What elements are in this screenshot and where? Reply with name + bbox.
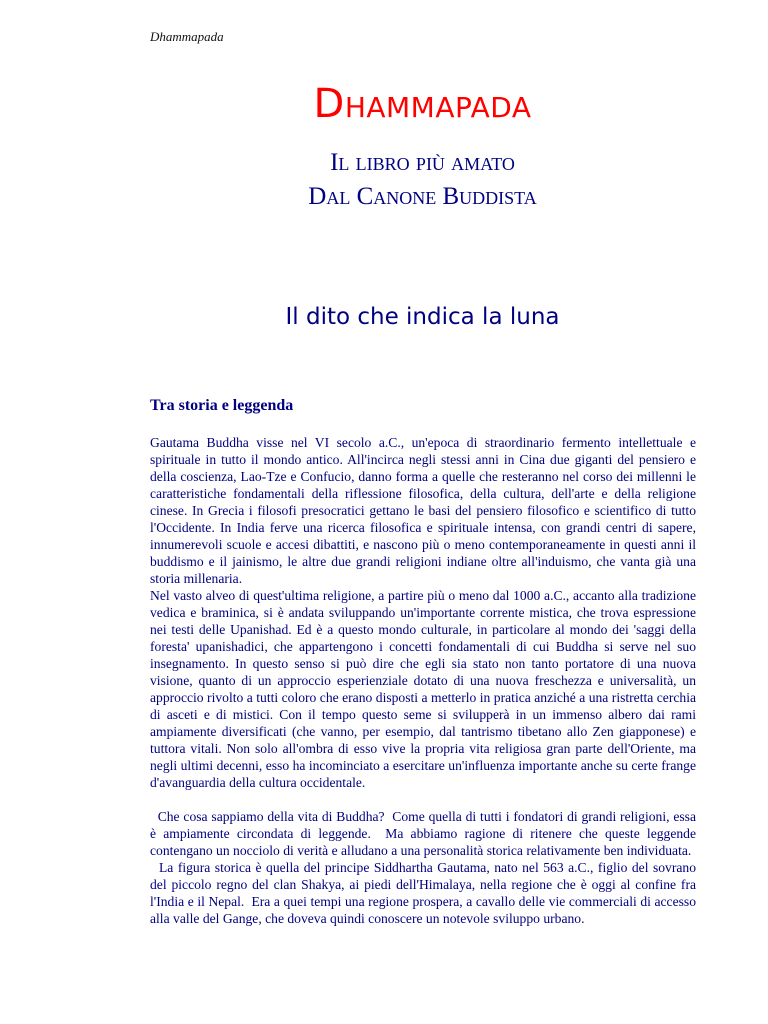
paragraph-3: Che cosa sappiamo della vita di Buddha? Come quella di tutti i fondatori di grandi religioni, essa è ampiamente circondata di leggende. Ma abbiamo ragione di ritenere che queste leggende contengano un nocciolo di verità e alludano a una personalità storica relativamente ben individuata. <box>150 809 700 858</box>
paragraph-1: Gautama Buddha visse nel VI secolo a.C., un'epoca di straordinario fermento intellettuale e spirituale in tutto il mondo antico. All'incirca negli stessi anni in Cina due giganti del pensiero e della coscienza, Lao-Tze e Confucio, danno forma a quelle che resteranno nel corso dei millenni le caratteristiche fondamentali della riflessione filosofica, della cultura, dell'arte e della religione cinese. In Grecia i filosofi presocratici gettano le basi del pensiero filosofico e scientifico di tutto l'Occidente. In India ferve una ricerca filosofica e spirituale intensa, con grandi centri di sapere, innumerevoli scuole e accesi dibattiti, e nascono più o meno contemporaneamente in questi anni il buddismo e il jainismo, le altre due grandi religioni indiane oltre all'induismo, che vanta già una storia millenaria. <box>150 435 696 586</box>
running-header: Dhammapada <box>150 29 224 44</box>
subtitle-line-1: Il libro più amato <box>330 149 515 176</box>
tagline: Il dito che indica la luna <box>285 304 560 330</box>
paragraph-4: La figura storica è quella del principe Siddhartha Gautama, nato nel 563 a.C., figlio del sovrano del piccolo regno del clan Shakya, ai piedi dell'Himalaya, nella regione che è oggi al confine fra l'India e il Nepal. Era a quei tempi una regione prospera, a cavallo delle vie commerciali di accesso alla valle del Gange, che doveva quindi conoscere un notevole sviluppo urbano. <box>150 860 700 926</box>
main-title: Dhammapada <box>313 81 532 127</box>
body-text <box>150 434 700 927</box>
section-heading: Tra storia e leggenda <box>150 397 294 414</box>
paragraph-2: Nel vasto alveo di quest'ultima religione, a partire più o meno dal 1000 a.C., accanto alla tradizione vedica e braminica, si è andata sviluppando un'importante corrente mistica, che trova espressione nei testi delle Upanishad. Ed è a questo mondo culturale, in particolare al mondo dei 'saggi della foresta' upanishadici, che appartengono i concetti fondamentali di cui Buddha si serve nel suo insegnamento. In questo senso si può dire che egli sia stato non tanto portatore di una nuova visione, quanto di un approccio esperienziale dotato di una nuova freschezza e universalità, un approccio rivolto a tutti coloro che erano disposti a metterlo in pratica anziché a una ristretta cerchia di asceti e di mistici. Con il tempo questo seme si svilupperà in un immenso albero dai rami ampiamente diversificati (che vanno, per esempio, dal tantrismo tibetano allo Zen giapponese) e tuttora vitali. Non solo all'ombra di esso vive la propria vita religiosa gran parte dell'Oriente, ma negli ultimi decenni, esso ha incominciato a esercitare un'influenza importante anche su certe frange d'avanguardia della cultura occidentale. <box>150 588 696 790</box>
subtitle-line-2: Dal Canone Buddista <box>308 183 537 210</box>
